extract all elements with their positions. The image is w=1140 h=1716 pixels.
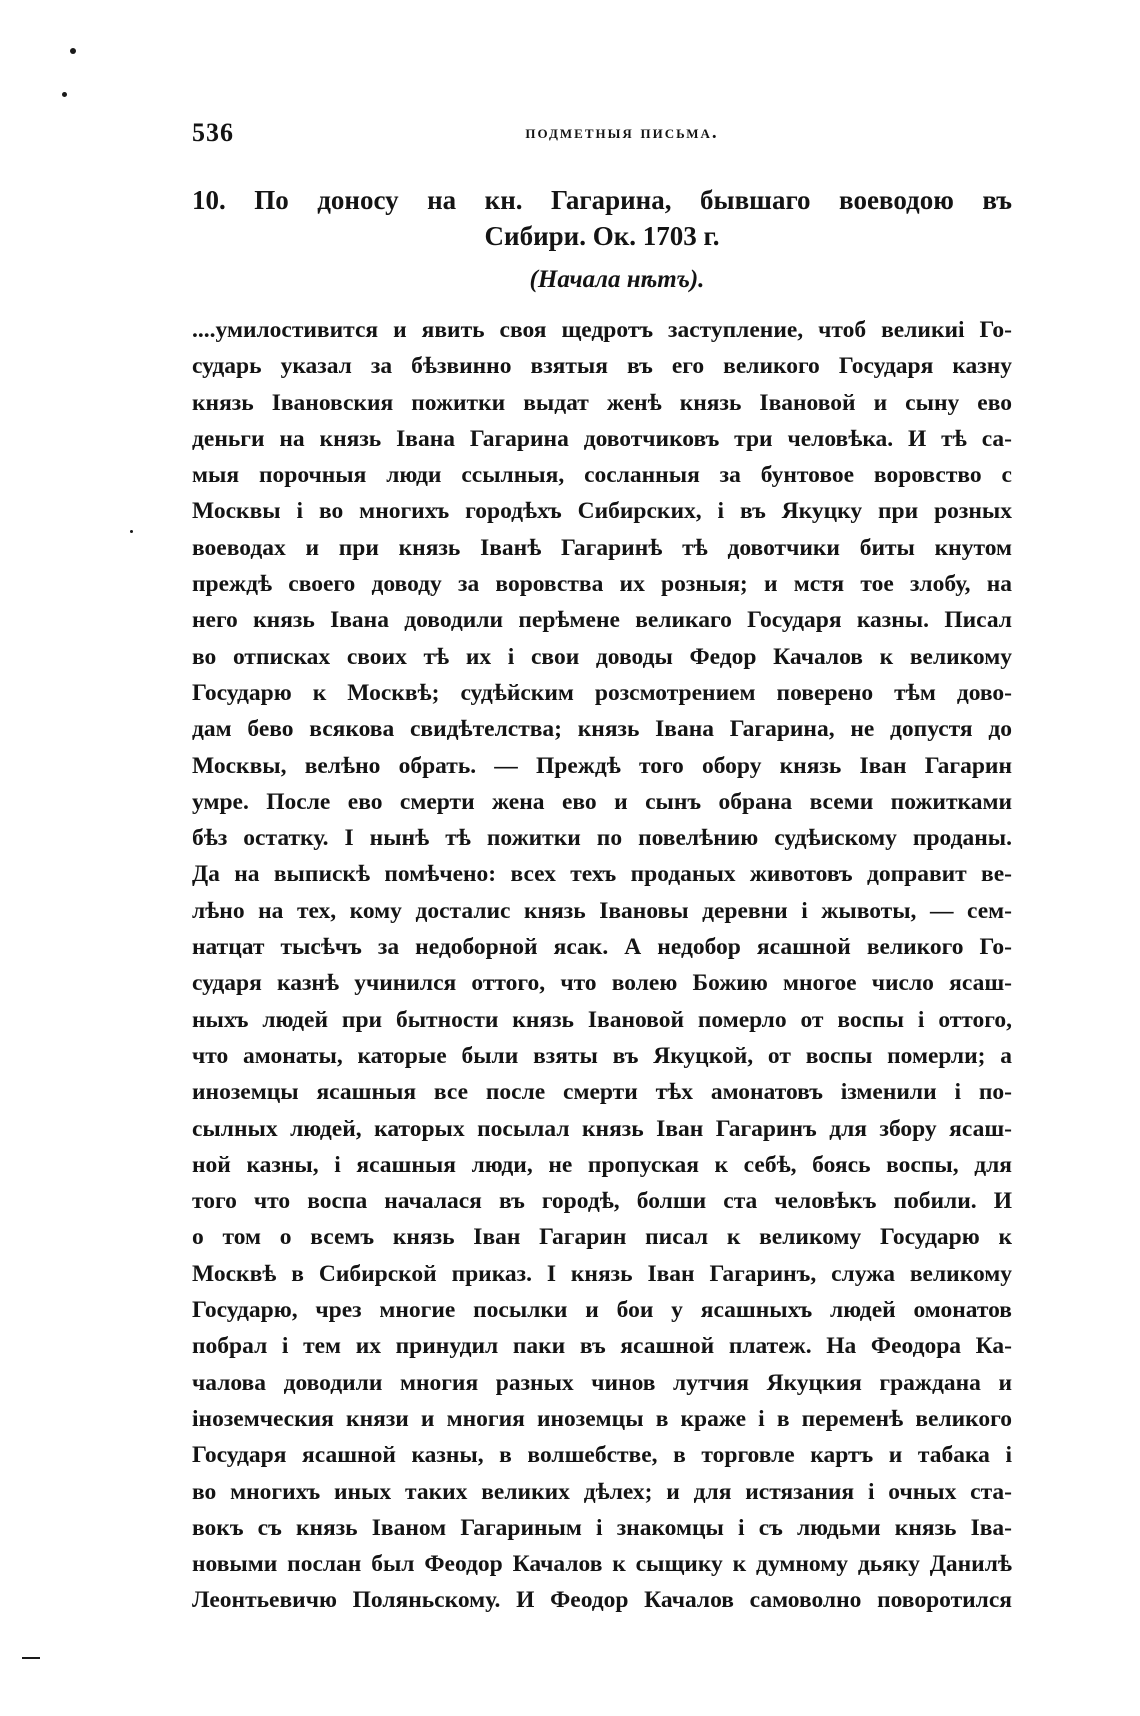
- section-heading-line: 10. По доносу на кн. Гагарина, бывшаго воеводою въ: [192, 185, 1012, 215]
- running-head: [192, 118, 1012, 158]
- text-line: новыми послан был Феодор Качалов к сыщику к думному дьяку Данилѣ: [192, 1551, 1012, 1578]
- text-line: дам бево всякова свидѣтелства; князь Івана Гагарина, не допустя до: [192, 716, 1012, 743]
- running-title: подметныя письма.: [525, 122, 719, 143]
- text-line: Государя ясашной казны, в волшебстве, в торговле картъ и табака і: [192, 1442, 1012, 1469]
- text-line: воеводах и при князь Іванѣ Гагаринѣ тѣ довотчики биты кнутом: [192, 534, 1012, 561]
- scan-mark: [22, 1657, 40, 1659]
- text-line: іноземческия князи и многия иноземцы в краже і в переменѣ великого: [192, 1405, 1012, 1432]
- text-line: лѣно на тех, кому досталис князь Івановы деревни і жывоты, — сем-: [192, 897, 1012, 924]
- text-line: Государю, чрез многие посылки и бои у ясашныхъ людей омонатов: [192, 1297, 1012, 1324]
- page-number: 536: [192, 118, 234, 147]
- text-line: князь Івановския пожитки выдат женѣ князь Івановой и сыну ево: [192, 389, 1012, 416]
- text-line: Москвы, велѣно обрать. — Преждѣ того обору князь Іван Гагарин: [192, 752, 1012, 779]
- text-line: натцат тысѣчъ за недоборной ясак. А недобор ясашной великого Го-: [192, 934, 1012, 961]
- scan-speck: [70, 48, 76, 54]
- section-heading: [192, 182, 1012, 254]
- text-line: сылных людей, каторых посылал князь Іван Гагаринъ для збору ясаш-: [192, 1115, 1012, 1142]
- text-line: бѣз остатку. І нынѣ тѣ пожитки по повелѣнию судѣискому проданы.: [192, 825, 1012, 852]
- text-line: что амонаты, каторые были взяты въ Якуцкой, от воспы померли; а: [192, 1042, 1012, 1069]
- text-line: чалова доводили многия разных чинов лутчия Якуцкия граждана и: [192, 1369, 1012, 1396]
- text-line: Государю к Москвѣ; судѣйским розсмотрением поверено тѣм дово-: [192, 679, 1012, 706]
- text-line: сударя казнѣ учинился оттого, что волею Божию многое число ясаш-: [192, 970, 1012, 997]
- text-line: Москвы і во многихъ городѣхъ Сибирских, і въ Якуцку при розных: [192, 498, 1012, 525]
- text-line: о том о всемъ князь Іван Гагарин писал к великому Государю к: [192, 1224, 1012, 1251]
- text-line: деньги на князь Івана Гагарина довотчиковъ три человѣка. И тѣ са-: [192, 425, 1012, 452]
- text-line: ....умилостивится и явить своя щедротъ заступление, чтоб великиі Го-: [192, 317, 1012, 343]
- text-line: во многихъ иных таких великих дѣлех; и для истязания і очных ста-: [192, 1478, 1012, 1505]
- section-subheading: (Начала нѣтъ).: [529, 266, 705, 293]
- body-text: [192, 312, 1012, 1619]
- text-line: ныхъ людей при бытности князь Івановой померло от воспы і оттого,: [192, 1006, 1012, 1033]
- text-line: мыя порочныя люди ссылныя, сосланныя за бунтовое воровство с: [192, 462, 1012, 489]
- text-line: иноземцы ясашныя все после смерти тѣх амонатовъ ізменили і по-: [192, 1079, 1012, 1106]
- text-line: ной казны, і ясашныя люди, не пропуская к себѣ, боясь воспы, для: [192, 1151, 1012, 1178]
- text-line: того что воспа началася въ городѣ, болши ста человѣкъ побили. И: [192, 1188, 1012, 1215]
- text-line: сударь указал за бѣзвинно взятыя въ его великого Государя казну: [192, 353, 1012, 380]
- text-line: во отписках своих тѣ их і свои доводы Федор Качалов к великому: [192, 643, 1012, 670]
- scan-speck: [130, 530, 133, 533]
- section-heading-line: Сибири. Ок. 1703 г.: [484, 221, 720, 251]
- text-line: побрал і тем их принудил паки въ ясашной платеж. На Феодора Ка-: [192, 1333, 1012, 1360]
- text-line: Леонтьевичю Поляньскому. И Феодор Качалов самоволно поворотился: [192, 1587, 1012, 1614]
- text-line: вокъ съ князь Іваном Гагариным і знакомцы і съ людьми князь Іва-: [192, 1514, 1012, 1541]
- text-line: преждѣ своего доводу за воровства их розныя; и мстя тое злобу, на: [192, 571, 1012, 598]
- text-line: Да на выпискѣ помѣчено: всех техъ проданых животовъ доправит ве-: [192, 861, 1012, 888]
- scan-speck: [62, 92, 67, 97]
- text-line: него князь Івана доводили перѣмене великаго Государя казны. Писал: [192, 607, 1012, 634]
- text-line: умре. После ево смерти жена ево и сынъ обрана всеми пожитками: [192, 788, 1012, 815]
- text-line: Москвѣ в Сибирской приказ. І князь Іван Гагаринъ, служа великому: [192, 1260, 1012, 1287]
